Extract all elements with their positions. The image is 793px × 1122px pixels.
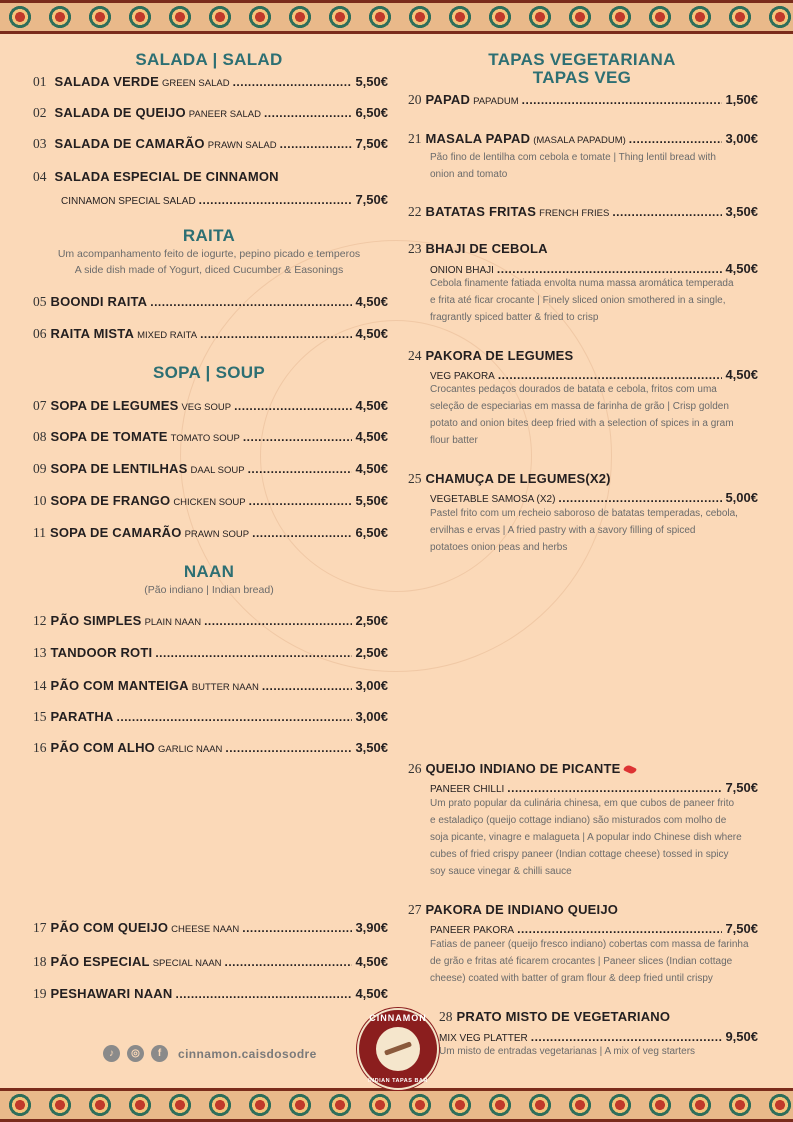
item-name: BHAJI DE CEBOLA [425,241,548,256]
dot-leader [225,740,352,755]
description-line: Fatias de paneer (queijo fresco indiano) cobertas com massa de farinha [430,939,749,950]
dot-leader [234,398,352,413]
chili-pepper-icon [624,764,638,775]
item-price: 5,00€ [725,490,758,505]
item-english: VEGETABLE SAMOSA (X2) [430,494,556,505]
section-title-sopa: SOPA | SOUP [153,363,265,382]
menu-item [33,105,388,121]
decorative-border-top [0,0,793,34]
menu-item [33,740,388,756]
dot-leader [150,294,352,309]
logo-text-top: CINNAMON [369,1013,427,1023]
raita-description-en: A side dish made of Yogurt, diced Cucumber & Easonings [74,264,344,276]
item-name: SOPA DE LEGUMES [50,398,179,413]
description-line: soja picante, vinagre e malagueta | A popular indo Chinese dish where [430,832,742,843]
item-price: 7,50€ [725,780,758,795]
item-number: 27 [408,902,422,917]
item-number: 28 [439,1009,453,1024]
description-line: Crocantes pedaços dourados de batata e cebola, fritos com uma [430,384,717,395]
dot-leader [522,92,723,107]
description-line: seleção de especiarias em massa de farinha de grão | Crisp golden [430,401,729,412]
item-price: 4,50€ [355,986,388,1001]
item-number: 10 [33,493,47,508]
menu-item-subline [439,1029,758,1044]
item-english: PANEER SALAD [188,109,261,120]
menu-item [408,348,758,364]
description-line: Um misto de entradas vegetarianas | A mix of veg starters [439,1046,696,1057]
menu-item [33,613,388,629]
description-line: flour batter [430,435,478,446]
item-number: 21 [408,131,422,146]
item-price: 3,50€ [725,204,758,219]
menu-item [408,92,758,108]
item-price: 3,50€ [355,740,388,755]
item-name: SALADA ESPECIAL DE CINNAMON [54,169,279,184]
item-price: 7,50€ [355,192,388,207]
raita-description-pt: Um acompanhamento feito de iogurte, pepino picado e temperos [57,248,361,260]
item-description [430,381,758,449]
item-english: CHICKEN SOUP [173,497,246,508]
dot-leader [242,920,352,935]
menu-item [33,678,388,694]
section-subtitle-tapas: TAPAS VEG [532,68,632,87]
item-price: 7,50€ [725,921,758,936]
description-line: ervilhas e ervas | A fried pastry with a savory filling of spiced [430,525,696,536]
logo-inner-circle [376,1027,420,1071]
dot-leader [612,204,722,219]
item-price: 4,50€ [725,367,758,382]
item-name: SOPA DE TOMATE [50,429,168,444]
dot-leader [117,709,353,724]
item-number: 01 [33,74,47,89]
item-price: 4,50€ [355,461,388,476]
item-english: TOMATO SOUP [170,433,240,444]
item-english: SPECIAL NAAN [152,958,222,969]
dot-leader [199,193,353,207]
menu-item [408,471,758,487]
item-price: 4,50€ [355,398,388,413]
item-price: 4,50€ [355,294,388,309]
dot-leader [262,678,353,693]
item-english: MIX VEG PLATTER [439,1033,528,1044]
item-name: PRATO MISTO DE VEGETARIANO [456,1009,671,1024]
item-price: 4,50€ [355,429,388,444]
item-price: 5,50€ [355,74,388,89]
description-line: onion and tomato [430,169,508,180]
item-number: 07 [33,398,47,413]
menu-item [33,398,388,414]
item-english: DAAL SOUP [190,465,245,476]
description-line: e estaladiço (queijo cottage indiano) são misturados com molho de [430,815,727,826]
description-line: Cebola finamente fatiada envolta numa massa aromática temperada [430,278,734,289]
item-english: PAPADUM [473,96,519,107]
dot-leader [264,105,353,120]
item-number: 12 [33,613,47,628]
item-description [430,149,758,183]
item-english: PRAWN SOUP [184,529,250,540]
menu-item [33,74,388,90]
menu-item [408,761,758,777]
section-title-naan: NAAN [183,562,235,581]
description-line: Um prato popular da culinária chinesa, em que cubos de paneer frito [430,798,735,809]
item-number: 20 [408,92,422,107]
instagram-icon[interactable]: ◎ [127,1045,144,1062]
menu-item-subline [61,192,388,207]
menu-item [33,709,388,725]
dot-leader [155,645,352,660]
item-name: TANDOOR ROTI [50,645,153,660]
item-price: 2,50€ [355,613,388,628]
item-english: CINNAMON SPECIAL SALAD [61,196,196,207]
item-name: MASALA PAPAD [425,131,531,146]
menu-item [33,326,388,342]
item-name: SOPA DE LENTILHAS [50,461,188,476]
menu-item-subline [430,490,758,505]
item-number: 26 [408,761,422,776]
item-number: 03 [33,136,47,151]
menu-item [33,136,388,152]
item-name: PÃO ESPECIAL [50,954,150,969]
item-english: PRAWN SALAD [207,140,277,151]
item-english: MIXED RAITA [137,330,198,341]
item-name: PAKORA DE LEGUMES [425,348,574,363]
description-line: cubes of fried crispy paneer (Indian cottage cheese) tossed in spicy [430,849,729,860]
decorative-border-bottom [0,1088,793,1122]
item-name: PAPAD [425,92,471,107]
item-name: RAITA MISTA [50,326,135,341]
item-description [439,1043,758,1060]
item-name: PAKORA DE INDIANO QUEIJO [425,902,619,917]
item-number: 22 [408,204,422,219]
item-number: 14 [33,678,47,693]
description-line: e frita até ficar crocante | Finely sliced onion smothered in a single, [430,295,726,306]
menu-item-subline [430,367,758,382]
tiktok-icon[interactable]: ♪ [103,1045,120,1062]
item-name: BOONDI RAITA [50,294,148,309]
description-line: de grão e fritas até ficarem crocantes | Paneer slices (Indian cottage [430,956,733,967]
dot-leader [629,131,723,146]
item-price: 2,50€ [355,645,388,660]
item-price: 3,00€ [355,709,388,724]
item-name: PÃO COM MANTEIGA [50,678,189,693]
item-name: PÃO COM ALHO [50,740,155,755]
item-english: PANEER PAKORA [430,925,515,936]
item-english: VEG PAKORA [430,371,495,382]
dot-leader [248,461,353,476]
item-name: QUEIJO INDIANO DE PICANTE [425,761,621,776]
dot-leader [175,986,352,1001]
item-number: 09 [33,461,47,476]
cinnamon-logo [357,1008,439,1090]
item-number: 06 [33,326,47,341]
dot-leader [233,74,353,89]
item-price: 5,50€ [355,493,388,508]
item-number: 16 [33,740,47,755]
dot-leader [498,368,723,382]
section-title-tapas: TAPAS VEGETARIANA [488,50,676,69]
dot-leader [204,613,352,628]
dot-leader [497,262,723,276]
description-line: Pão fino de lentilha com cebola e tomate | Thing lentil bread with [430,152,716,163]
dot-leader [531,1030,723,1044]
item-english: GREEN SALAD [161,78,230,89]
item-number: 18 [33,954,47,969]
naan-description: (Pão indiano | Indian bread) [144,584,274,596]
dot-leader [252,525,352,540]
item-number: 04 [33,169,47,184]
item-name: PÃO SIMPLES [50,613,142,628]
social-footer [103,1045,317,1062]
item-price: 4,50€ [355,954,388,969]
dot-leader [243,429,353,444]
item-name: SALADA VERDE [54,74,159,89]
cinnamon-stick-icon [384,1041,412,1055]
item-price: 7,50€ [355,136,388,151]
item-description [430,795,758,880]
section-title-raita: RAITA [182,226,236,245]
dot-leader [249,493,353,508]
item-name: SALADA DE QUEIJO [54,105,186,120]
item-number: 08 [33,429,47,444]
menu-item [408,204,758,220]
description-line: potatoes onion peas and herbs [430,542,568,553]
item-english: PLAIN NAAN [144,617,202,628]
item-number: 17 [33,920,47,935]
menu-item-subline [430,780,758,795]
item-description [430,275,758,326]
item-number: 15 [33,709,47,724]
section-title-salada: SALADA | SALAD [135,50,283,69]
item-name: SALADA DE CAMARÃO [54,136,205,151]
menu-item [33,461,388,477]
social-handle[interactable]: cinnamon.caisdosodre [178,1046,317,1061]
menu-item [439,1009,758,1025]
item-price: 3,00€ [725,131,758,146]
item-name: SOPA DE FRANGO [50,493,171,508]
menu-item [33,429,388,445]
dot-leader [517,922,722,936]
item-price: 6,50€ [355,525,388,540]
menu-item [33,986,388,1002]
item-name: CHAMUÇA DE LEGUMES(X2) [425,471,611,486]
item-english: PANEER CHILLI [430,784,505,795]
dot-leader [558,491,722,505]
menu-item [408,902,758,918]
menu-item-subline [430,261,758,276]
item-price: 9,50€ [725,1029,758,1044]
menu-item [33,920,388,936]
description-line: soy sauce vinegar & chilli sauce [430,866,572,877]
menu-item [33,169,388,185]
description-line: potato and onion bites deep fried with a selection of spices in a gram [430,418,734,429]
item-number: 23 [408,241,422,256]
item-name: PARATHA [50,709,114,724]
dot-leader [280,136,353,151]
logo-text-bottom: INDIAN TAPAS BAR [368,1078,428,1084]
item-price: 3,90€ [355,920,388,935]
item-price: 3,00€ [355,678,388,693]
description-line: fragrantly spiced batter & fried to crisp [430,312,599,323]
description-line: Pastel frito com um recheio saboroso de batatas temperadas, cebola, [430,508,738,519]
menu-item-subline [430,921,758,936]
menu-item [33,645,388,661]
menu-item [33,525,388,541]
item-description [430,936,758,987]
dot-leader [507,781,722,795]
menu-item [408,131,758,147]
menu-item [408,241,758,257]
item-english: CHEESE NAAN [171,924,240,935]
item-price: 6,50€ [355,105,388,120]
item-price: 1,50€ [725,92,758,107]
item-english: FRENCH FRIES [539,208,610,219]
item-english: (MASALA PAPADUM) [533,135,626,146]
item-english: GARLIC NAAN [157,744,223,755]
menu-item [33,294,388,310]
menu-item [33,493,388,509]
item-price: 4,50€ [725,261,758,276]
item-number: 02 [33,105,47,120]
item-number: 25 [408,471,422,486]
item-name: SOPA DE CAMARÃO [50,525,182,540]
item-number: 11 [33,525,46,540]
item-number: 05 [33,294,47,309]
facebook-icon[interactable]: f [151,1045,168,1062]
item-number: 13 [33,645,47,660]
item-english: ONION BHAJI [430,265,494,276]
item-name: PÃO COM QUEIJO [50,920,169,935]
description-line: cheese) coated with batter of gram flour & deep fried until crispy [430,973,713,984]
item-name: PESHAWARI NAAN [50,986,173,1001]
item-name: BATATAS FRITAS [425,204,537,219]
item-english: BUTTER NAAN [191,682,259,693]
dot-leader [225,954,353,969]
item-price: 4,50€ [355,326,388,341]
dot-leader [200,326,352,341]
item-number: 24 [408,348,422,363]
item-description [430,505,758,556]
item-english: VEG SOUP [181,402,232,413]
menu-item [33,954,388,970]
item-number: 19 [33,986,47,1001]
